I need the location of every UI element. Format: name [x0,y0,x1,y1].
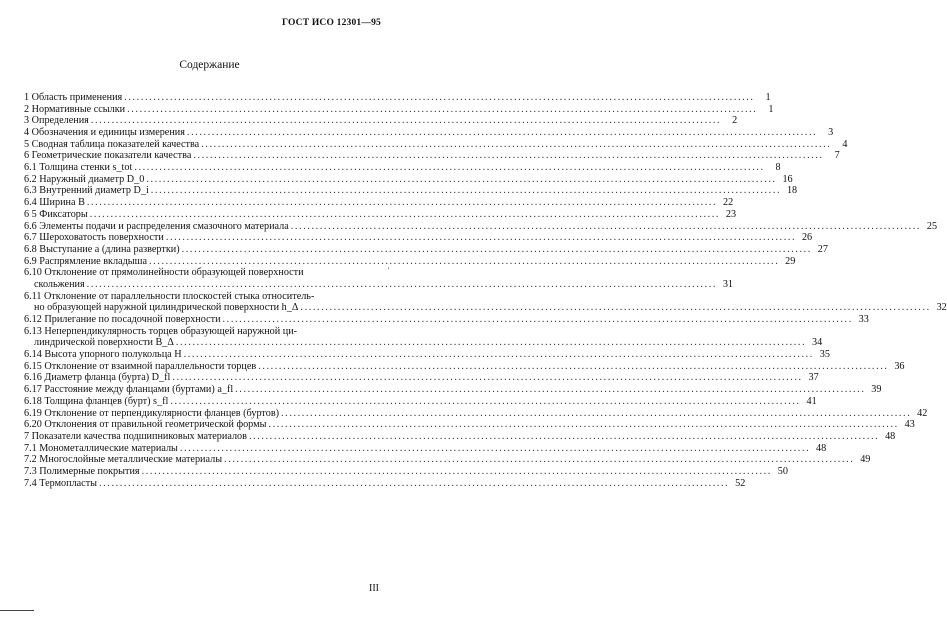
dot-leader [149,256,779,268]
toc-entry[interactable] [24,337,823,349]
toc-entry-title: 6.16 Диаметр фланца (бурта) D_fl [24,372,171,384]
dot-leader [201,139,831,151]
dot-leader [224,454,854,466]
dot-leader [182,244,812,256]
dot-leader [187,127,817,139]
toc-entry[interactable] [24,430,896,443]
dot-leader [91,115,721,127]
toc-entry-title: 2 Нормативные ссылки [24,103,126,115]
toc-entry-title: 7.3 Полимерные покрытия [24,465,140,477]
dot-leader [172,372,802,384]
toc-entry-title: 6.2 Наружный диаметр D_0 [24,173,145,185]
toc-entry-title: 7.1 Монометаллические материалы [24,442,178,454]
page-number: III [369,583,379,594]
toc-entry[interactable] [24,173,793,186]
dot-leader [87,279,717,291]
toc-entry-title: 6.14 Высота упорного полукольца H [24,349,182,361]
dot-leader [180,443,810,455]
toc-entry-title: 6.10 Отклонение от прямолинейности образующей поверхности [24,267,304,279]
toc-entry[interactable] [24,220,938,233]
toc-entry-title: 7.2 Многослойные металлические материалы [24,454,223,466]
toc-entry-title: 6.12 Прилегание по посадочной поверхности [24,314,221,326]
toc-entry-line [24,267,389,279]
toc-entry-title: 6.4 Ширина B [24,197,85,209]
toc-page-number: 37 [808,372,819,384]
toc-entry[interactable] [24,465,788,478]
toc-entry[interactable] [24,115,738,127]
toc-page-number: 32 [936,302,947,314]
toc-entry[interactable] [24,255,796,268]
toc-page-number: 1 [768,103,774,115]
dot-leader [223,314,853,326]
toc-page-number: 52 [735,477,746,489]
toc-entry[interactable] [24,372,819,385]
toc-entry[interactable] [24,150,840,162]
dot-leader [170,396,800,408]
toc-page-number: 42 [917,407,928,419]
toc-page-number: 43 [904,419,915,431]
scan-artifact-line [0,610,34,611]
toc-entry[interactable] [24,243,828,256]
dot-leader [90,209,720,221]
dot-leader [258,361,888,373]
dot-leader [142,466,772,478]
toc-page-number: 48 [885,430,896,442]
toc-entry-title: 1 Область применения [24,91,123,103]
toc-entry-continuation: скольжения [34,278,85,290]
dot-leader [151,185,781,197]
toc-page-number: 29 [785,255,796,267]
toc-entry[interactable] [24,185,798,198]
toc-page-number: 8 [775,162,781,174]
toc-entry-title: 6.19 Отклонение от перпендикулярности фланцев (буртов) [24,407,280,419]
toc-entry[interactable] [24,127,834,139]
toc-page-number: 31 [722,278,733,290]
toc-page-number: 1 [765,91,771,103]
page-title: Содержание [179,59,240,71]
toc-entry[interactable] [24,314,869,326]
toc-entry[interactable] [24,395,817,408]
toc-entry[interactable] [24,138,848,151]
toc-entry[interactable] [24,349,830,361]
toc-entry-title: 6.17 Расстояние между фланцами (буртами) a_fl [24,384,234,396]
toc-entry-title: 6 5 Фиксаторы [24,208,88,220]
toc-entry-title: 6.9 Распрямление вкладыша [24,255,148,267]
toc-entry-line [24,326,389,338]
dot-leader [268,419,898,431]
toc-page-number: 4 [842,138,848,150]
toc-entry[interactable] [24,384,882,396]
toc-page-number: 23 [725,208,737,220]
toc-entry-title: 6.15 Отклонение от взаимной параллельности торцев [24,360,257,372]
toc-entry[interactable] [24,103,774,116]
toc-entry-title: 6 Геометрические показатели качества [24,150,192,162]
toc-entry-title: 6.11 Отклонение от параллельности плоскостей стыка относитель- [24,290,315,302]
toc-entry[interactable] [24,91,771,104]
toc-entry[interactable] [24,454,871,466]
toc-entry[interactable] [24,162,781,174]
dot-leader [87,197,717,209]
toc-page-number: 18 [786,185,798,197]
toc-page-number: 2 [732,115,738,127]
toc-entry-title: 6.3 Внутренний диаметр D_i [24,185,149,197]
toc-entry-title: 3 Определения [24,115,89,127]
toc-entry-continuation: линдрической поверхности B_Δ [34,337,174,349]
toc-entry[interactable] [24,419,915,431]
toc-entry[interactable] [24,197,734,209]
toc-entry-title: 7 Показатели качества подшипниковых материалов [24,430,247,442]
toc-entry-title: 5 Сводная таблица показателей качества [24,138,200,150]
toc-page-number: 39 [871,384,882,396]
toc-page-number: 16 [782,173,793,185]
toc-page-number: 36 [894,360,905,372]
toc-entry-title: 6.13 Неперпендикулярность торцев образующей наружной ци- [24,325,298,337]
toc-page-number: 22 [723,197,734,209]
toc-page-number: 34 [812,337,823,349]
dot-leader [184,349,814,361]
toc-page-number: 27 [817,243,828,255]
toc-entry[interactable] [24,208,737,221]
toc-page-number: 48 [816,442,827,454]
toc-entry-title: 6.1 Толщина стенки s_tot [24,162,133,174]
dot-leader [99,478,729,490]
toc-entry-title: 7.4 Термопласты [24,477,97,489]
toc-entry-continuation: но образующей наружной цилиндрической поверхности h_Δ [34,302,299,314]
dot-leader [124,92,754,104]
dot-leader [134,162,764,174]
dot-leader [249,431,879,443]
dot-leader [176,337,806,349]
dot-leader [235,384,865,396]
toc-entry[interactable] [24,278,733,291]
dot-leader [166,232,796,244]
document-header: ГОСТ ИСО 12301—95 [281,18,381,28]
dot-leader [146,174,776,186]
toc-page-number: 41 [806,395,817,407]
dot-leader [291,221,921,233]
toc-page-number: 7 [834,150,840,162]
toc-entry-title: 4 Обозначения и единицы измерения [24,127,185,139]
toc-entry-title: 6.18 Толщина фланцев (бурт) s_fl [24,395,169,407]
toc-page-number: 50 [777,465,788,477]
dot-leader [193,150,823,162]
toc-entry-title: 6.6 Элементы подачи и распределения смазочного материала [24,220,289,232]
dot-leader [300,302,930,314]
toc-entry[interactable] [24,407,928,420]
toc-entry-title: 6.8 Выступание a (длина развертки) [24,243,180,255]
toc-page-number: 25 [926,220,938,232]
toc-entry-title: 6.20 Отклонения от правильной геометрической формы [24,419,267,431]
toc-page-number: 49 [860,454,871,466]
toc-entry[interactable] [24,232,813,244]
toc-entry-line [24,291,389,303]
toc-entry[interactable] [24,477,746,490]
toc-page-number: 35 [819,349,830,361]
dot-leader [281,408,911,420]
toc-page-number: 33 [858,314,869,326]
toc-entry[interactable] [24,360,905,373]
table-of-contents [24,91,947,489]
toc-entry[interactable] [24,302,947,314]
toc-page-number: 3 [828,127,834,139]
dot-leader [127,104,757,116]
toc-entry-title: 6.7 Шероховатость поверхности [24,232,164,244]
toc-page-number: 26 [801,232,813,244]
toc-entry[interactable] [24,442,827,455]
margin-mark: ' [388,266,390,275]
